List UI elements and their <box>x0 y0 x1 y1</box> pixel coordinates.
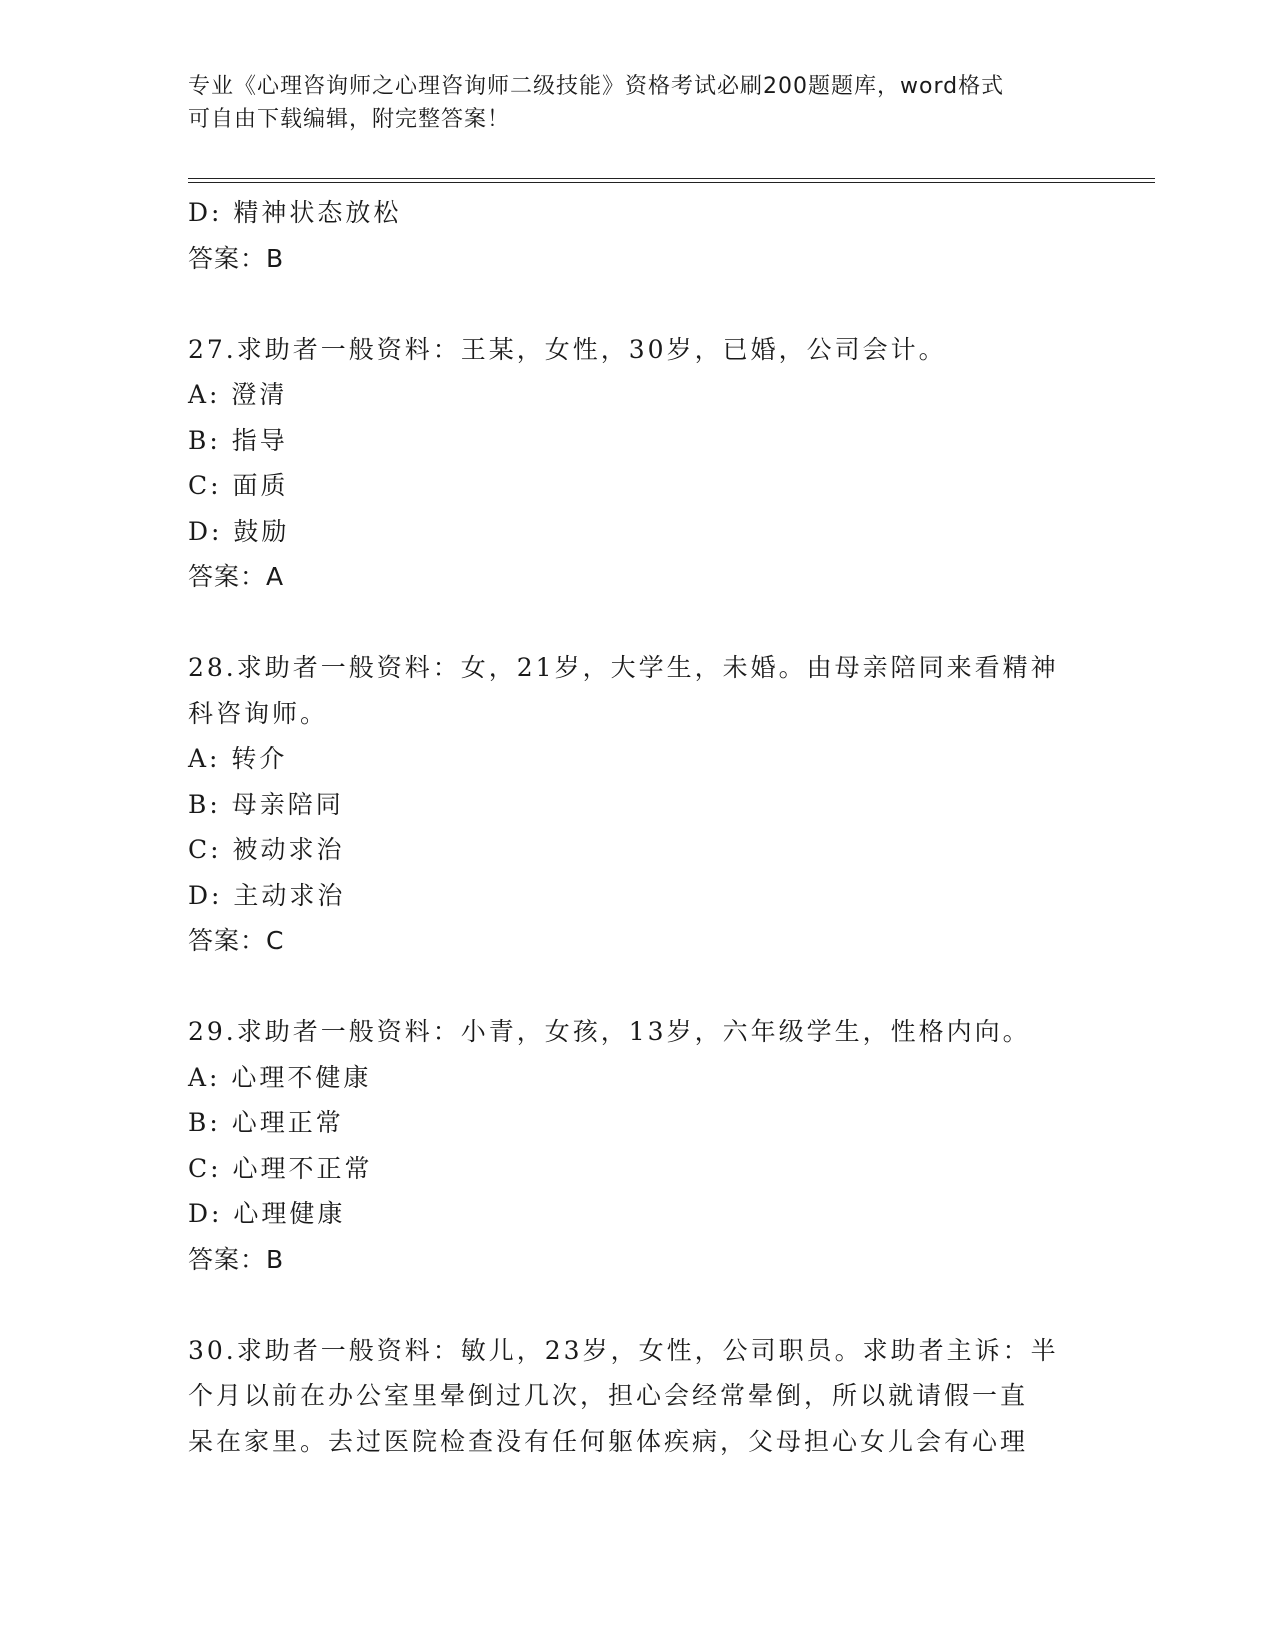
question-stem-continued: 呆在家里。去过医院检查没有任何躯体疾病，父母担心女儿会有心理 <box>188 1426 1029 1456</box>
document-header <box>188 70 1088 136</box>
option-a: A: 心理不健康 <box>188 1062 372 1092</box>
option-d: D: 心理健康 <box>188 1199 346 1228</box>
spacer <box>188 964 1088 1010</box>
spacer <box>188 1282 1088 1328</box>
question-28 <box>188 645 1088 964</box>
answer-line: 答案：A <box>188 562 285 591</box>
question-29 <box>188 1009 1088 1282</box>
option-d: D: 鼓励 <box>188 516 290 546</box>
header-divider <box>188 178 1155 183</box>
question-stem: 27.求助者一般资料：王某，女性，30岁，已婚，公司会计。 <box>188 334 947 364</box>
option-a: A: 转介 <box>188 744 288 773</box>
question-30 <box>188 1328 1088 1465</box>
question-stem: 30.求助者一般资料：敏儿，23岁，女性，公司职员。求助者主诉：半 <box>188 1335 1059 1365</box>
option-d: D: 主动求治 <box>188 880 346 910</box>
option-c: C: 面质 <box>188 471 289 500</box>
option-b: B: 指导 <box>188 425 288 455</box>
question-list <box>188 190 1088 1464</box>
question-stem-continued: 个月以前在办公室里晕倒过几次，担心会经常晕倒，所以就请假一直 <box>188 1381 1029 1410</box>
option-d: D: 精神状态放松 <box>188 198 402 227</box>
spacer <box>188 281 1088 327</box>
question-stem: 29.求助者一般资料：小青，女孩，13岁，六年级学生，性格内向。 <box>188 1017 1031 1046</box>
answer-line: 答案：B <box>188 1244 285 1274</box>
option-b: B: 心理正常 <box>188 1108 344 1137</box>
question-stem-continued: 科咨询师。 <box>188 698 329 728</box>
question-27 <box>188 327 1088 600</box>
header-line-2: 可自由下载编辑，附完整答案！ <box>188 107 511 132</box>
option-c: C: 心理不正常 <box>188 1153 373 1183</box>
option-a: A: 澄清 <box>188 380 288 409</box>
option-b: B: 母亲陪同 <box>188 789 344 819</box>
option-c: C: 被动求治 <box>188 835 345 864</box>
answer-line: 答案：B <box>188 243 285 273</box>
answer-line: 答案：C <box>188 926 285 955</box>
question-stem: 28.求助者一般资料：女，21岁，大学生，未婚。由母亲陪同来看精神 <box>188 653 1059 682</box>
header-line-1: 专业《心理咨询师之心理咨询师二级技能》资格考试必刷200题题库，word格式 <box>188 74 1005 99</box>
spacer <box>188 600 1088 646</box>
